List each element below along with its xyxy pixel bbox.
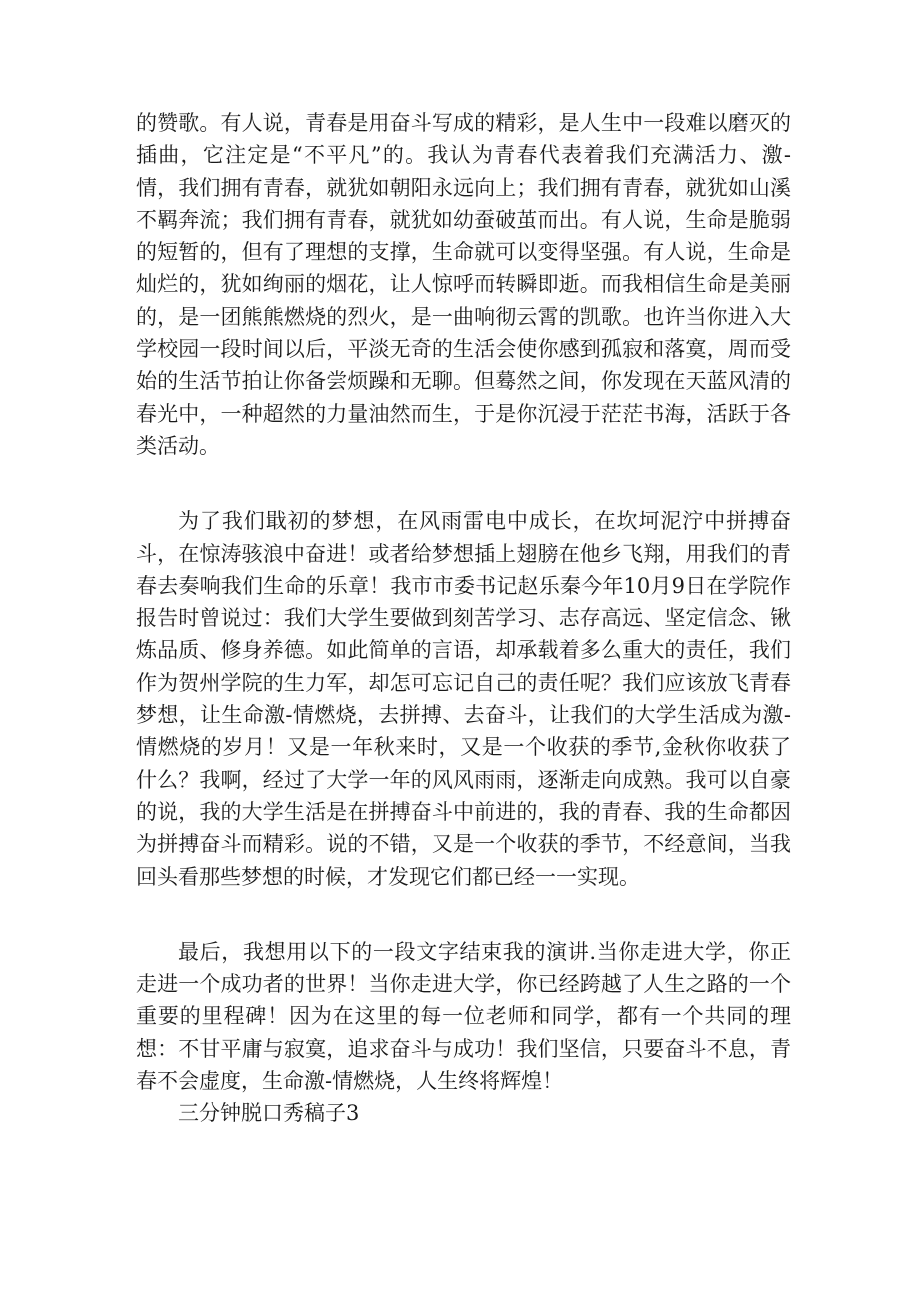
section-heading: 三分钟脱口秀稿子3 xyxy=(178,1101,360,1126)
paragraph-3: 最后，我想用以下的一段文字结束我的演讲.当你走进大学，你正走进一个成功者的世界！当你走进大学，你已经跨越了人生之路的一个重要的里程碑！因为在这里的每一位老师和同学，都有一个共同的理想：不甘平庸与寂寞，追求奋斗与成功！我们坚信，只要奋斗不息，青春不会虚度，生命激-情燃烧，人生终将辉煌！ xyxy=(136,939,791,1094)
paragraph-spacer xyxy=(136,462,791,505)
paragraph-2: 为了我们戢初的梦想，在风雨雷电中成长，在坎坷泥泞中拼搏奋斗，在惊涛骇浪中奋进！或者给梦想插上翅膀在他乡飞翔，用我们的青春去奏响我们生命的乐章！我市市委书记赵乐秦今年10月9日在学院作报告时曾说过：我们大学生要做到刻苦学习、志存高远、坚定信念、锹炼品质、修身养德。如此简单的言语，却承载着多么重大的责任，我们作为贺州学院的生力军，却怎可忘记自己的责任呢？我们应该放飞青春梦想，让生命激-情燃烧，去拼搏、去奋斗，让我们的大学生活成为激-情燃烧的岁月！又是一年秋来时，又是一个收获的季节,金秋你收获了什么？我啊，经过了大学一年的风风雨雨，逐渐走向成熟。我可以自豪的说，我的大学生活是在拼搏奋斗中前进的，我的青春、我的生命都因为拼搏奋斗而精彩。说的不错，又是一个收获的季节，不经意间，当我回头看那些梦想的时候，才发现它们都已经一一实现。 xyxy=(136,509,791,889)
paragraph-1: 的赞歌。有人说，青春是用奋斗写成的精彩，是人生中一段难以磨灭的插曲，它注定是“不平凡”的。我认为青春代表着我们充满活力、激-情，我们拥有青春，就犹如朝阳永远向上；我们拥有青春，就犹如山溪不羁奔流；我们拥有青春，就犹如幼蚕破茧而出。有人说，生命是脆弱的短暂的，但有了理想的支撑，生命就可以变得坚强。有人说，生命是灿烂的，犹如绚丽的烟花，让人惊呼而转瞬即逝。而我相信生命是美丽的，是一团熊熊燃烧的烈火，是一曲响彻云霄的凯歌。也许当你进入大学校园一段时间以后，平淡无奇的生活会使你感到孤寂和落寞，周而受始的生活节拍让你备尝烦躁和无聊。但蓦然之间，你发现在天蓝风清的春光中，一种超然的力量油然而生，于是你沉浸于茫茫书海，活跃于各类活动。 xyxy=(136,111,791,458)
paragraph-spacer xyxy=(136,893,791,936)
document-body xyxy=(136,107,791,1130)
